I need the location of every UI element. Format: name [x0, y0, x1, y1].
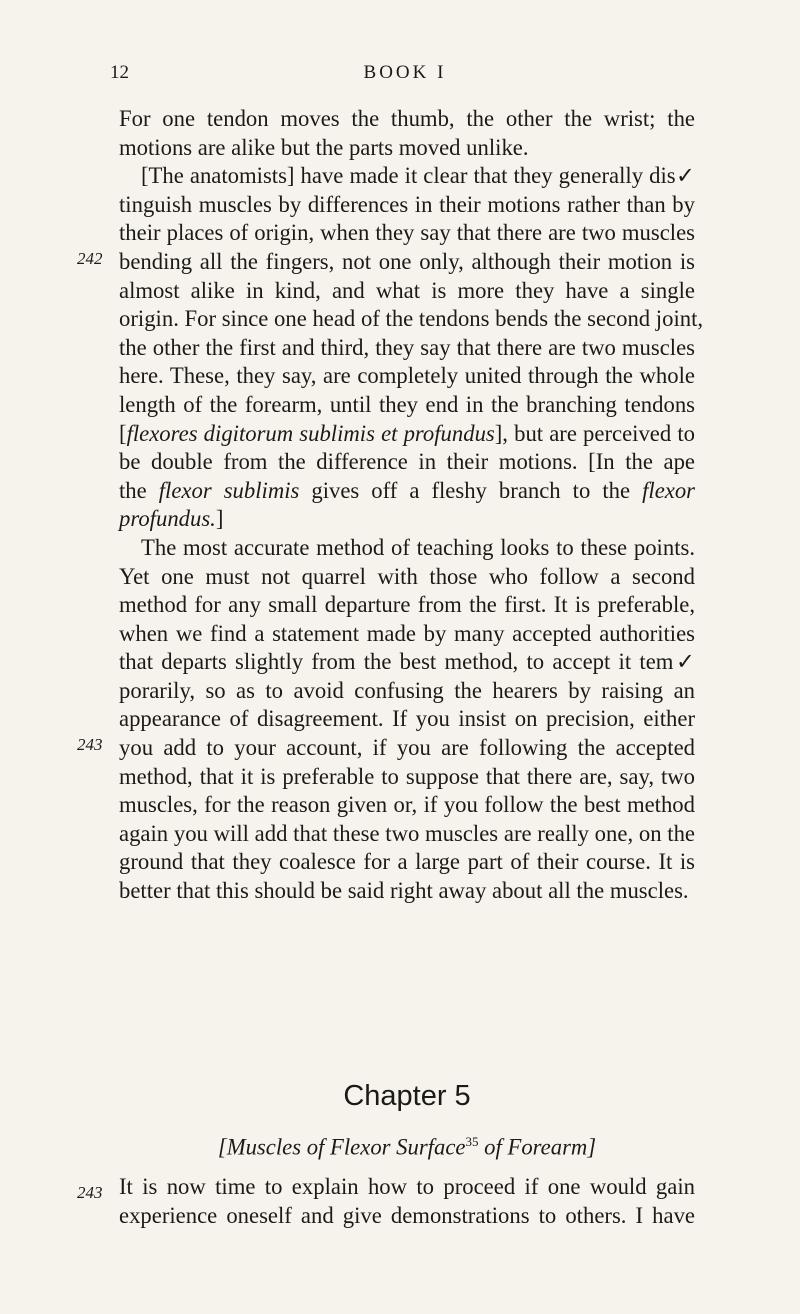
text-line: For one tendon moves the thumb, the other the wrist; the [119, 106, 695, 131]
text-fragment: gives off a fleshy branch to the [299, 477, 643, 503]
bracket: [ [217, 1134, 227, 1160]
text-line [119, 477, 695, 506]
text-line: again you will add that these two muscles are really one, on the [119, 820, 695, 846]
body-text [119, 105, 704, 906]
chapter-subtitle [119, 1134, 695, 1161]
text-line: almost alike in kind, and what is more they have a single [119, 277, 695, 303]
text-line: their places of origin, when they say that there are two muscles [119, 220, 695, 246]
chapter-heading: Chapter 5 [343, 1080, 471, 1112]
bracket: ] [215, 506, 224, 532]
book-title: BOOK I [363, 62, 447, 83]
text-line: origin. For since one head of the tendons bends the second joint, [119, 306, 704, 332]
text-line: porarily, so as to avoid confusing the hearers by raising an [119, 677, 695, 703]
text-fragment: the [119, 477, 159, 503]
text-line: motions are alike but the parts moved unlike. [119, 134, 529, 160]
text-line: here. These, they say, are completely united through the whole [119, 363, 695, 389]
text-line: It is now time to explain how to proceed if one would gain [119, 1174, 695, 1199]
bracket: ] [587, 1134, 597, 1160]
italic-term: flexor [642, 477, 696, 503]
text-fragment: ], but are perceived to [494, 420, 695, 446]
text-line: better that this should be said right away about all the muscles. [119, 878, 689, 904]
text-line [119, 505, 695, 534]
text-line: length of the forearm, until they end in the branching tendons [119, 391, 695, 417]
text-line: be double from the difference in their motions. [In the ape [119, 449, 695, 475]
footnote-ref: 35 [465, 1134, 479, 1149]
subtitle-text: Muscles of Flexor Surface [226, 1134, 466, 1160]
text-line [119, 420, 695, 449]
page-number: 12 [110, 62, 129, 83]
italic-term: flexores digitorum sublimis et profundus [126, 420, 495, 446]
margin-number: 243 [77, 1183, 103, 1202]
margin-number: 242 [77, 249, 103, 268]
margin-number: 243 [77, 735, 103, 754]
chapter-body [119, 1173, 695, 1230]
italic-term: flexor sublimis [158, 477, 300, 503]
text-line: Yet one must not quarrel with those who follow a second [119, 563, 695, 589]
text-line: you add to your account, if you are following the accepted [119, 735, 695, 761]
text-line: when we find a statement made by many accepted authorities [119, 620, 695, 646]
text-line: ground that they coalesce for a large part of their course. It is [119, 849, 695, 875]
text-line: experience oneself and give demonstrations to others. I have [119, 1202, 695, 1228]
text-line: the other the first and third, they say that there are two muscles [119, 334, 695, 360]
text-line: method for any small departure from the first. It is preferable, [119, 592, 695, 618]
text-line: bending all the fingers, not one only, although their motion is [119, 248, 695, 274]
text-line: appearance of disagreement. If you insist on precision, either [119, 706, 695, 732]
text-line: method, that it is preferable to suppose that there are, say, two [119, 763, 695, 789]
text-line: [The anatomists] have made it clear that they generally dis✓ [141, 163, 695, 189]
text-line: that departs slightly from the best method, to accept it tem✓ [119, 649, 695, 675]
italic-term: profundus. [119, 506, 216, 532]
text-line: The most accurate method of teaching looks to these points. [141, 534, 695, 560]
text-line: tinguish muscles by differences in their motions rather than by [119, 191, 695, 217]
text-line: muscles, for the reason given or, if you follow the best method [119, 792, 695, 818]
subtitle-text: of Forearm [478, 1134, 588, 1160]
bracket: [ [119, 420, 127, 446]
running-head [110, 62, 700, 92]
